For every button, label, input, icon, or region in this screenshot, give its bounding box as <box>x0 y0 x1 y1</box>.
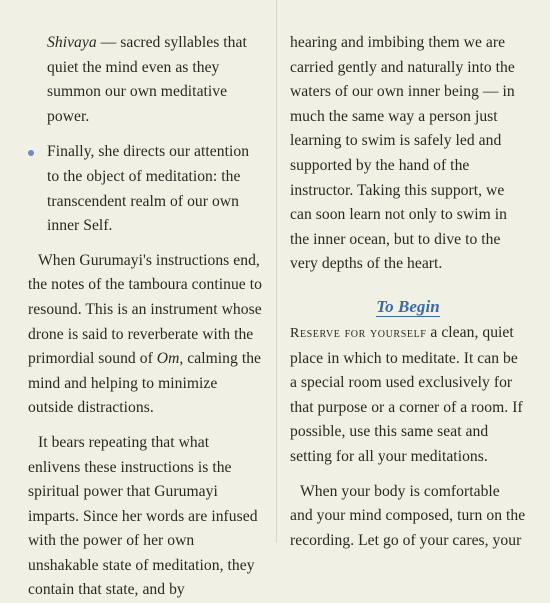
paragraph-tamboura-before: When Gurumayi's instructions end, the notes of the tamboura continue to resound. This is an instrument whose drone is said to reverberate with the primordial sound of <box>28 251 262 368</box>
paragraph-body-comfortable: When your body is comfortable and your mind composed, turn on the recording. Let go of your cares, your <box>290 482 526 549</box>
right-column <box>290 31 526 553</box>
section-heading-text: To Begin <box>376 296 440 316</box>
paragraph-reserve <box>290 321 526 470</box>
reserve-smallcaps: Reserve for yourself <box>290 325 427 341</box>
shivaya-italic: Shivaya <box>47 34 97 51</box>
paragraph-tamboura <box>28 249 262 421</box>
column-divider <box>276 0 277 543</box>
paragraph-reserve-rest: a clean, quiet place in which to meditate. It can be a special room used exclusively for that purpose or a corner of a room. If possible, use this same seat and setting for all your meditations. <box>290 323 523 465</box>
paragraph-repeating: It bears repeating that what enlivens these instructions is the spiritual power that Gurumayi imparts. Since her words are infused with the power of her own unshakable state of meditation, they contain that state, and by <box>28 433 258 599</box>
left-column <box>28 31 262 603</box>
om-italic: Om, <box>156 350 184 368</box>
section-heading <box>290 297 526 317</box>
bullet-dot-icon <box>28 150 34 156</box>
paragraph-tamboura-after: calming the mind and helping to minimize outside distractions. <box>28 350 262 417</box>
continued-bullet-text <box>28 31 262 129</box>
bullet-item-finally <box>28 140 262 238</box>
paragraph-continued: hearing and imbibing them we are carried gently and naturally into the waters of our own inner being — in much the same way a person just learning to swim is safely led and supported by the hand of the instructor. Taking this support, we can soon learn not only to swim in the inner ocean, but to dive to the very depths of the heart. <box>290 34 515 273</box>
bullet-item-text: Finally, she directs our attention to the object of meditation: the transcendent realm of our own inner Self. <box>47 143 250 235</box>
continued-bullet-rest: — sacred syllables that quiet the mind even as they summon our own meditative power. <box>47 34 247 125</box>
